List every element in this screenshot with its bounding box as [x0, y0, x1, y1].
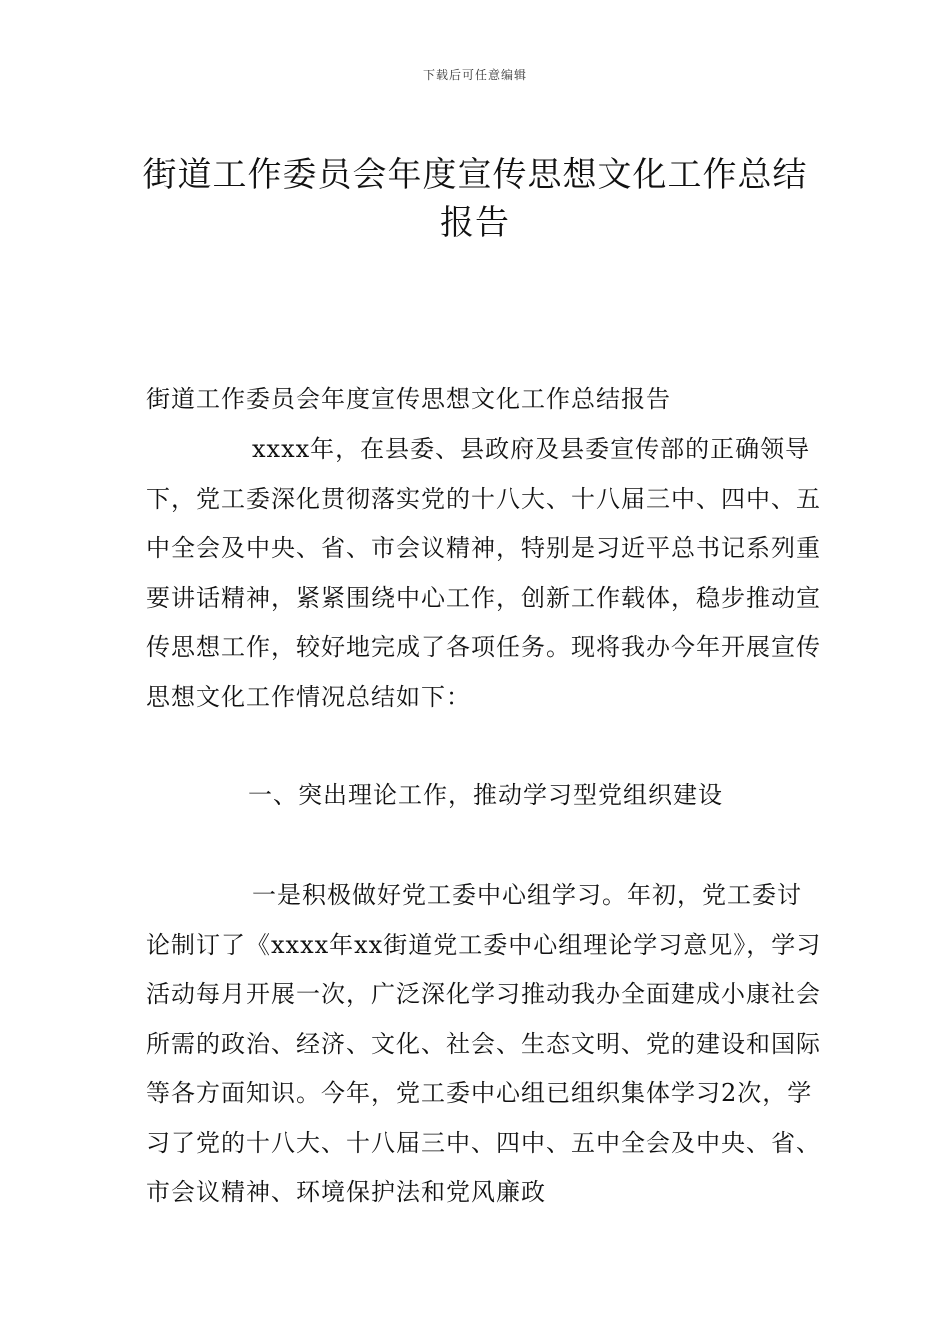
section-one-paragraph: 一是积极做好党工委中心组学习。年初，党工委讨论制订了《xxxx年xx街道党工委中心组理论学习意见》，学习活动每月开展一次，广泛深化学习推动我办全面建成小康社会所需的政治、经济、文化、社会、生态文明、党的建设和国际等各方面知识。今年，党工委中心组已组织集体学习2次，学习了党的十八大、十八届三中、四中、五中全会及中央、省、市会议精神、环境保护法和党风廉政	[146, 881, 822, 1206]
section-heading-one: 一、突出理论工作，推动学习型党组织建设	[248, 781, 723, 809]
intro-paragraph: xxxx年，在县委、县政府及县委宣传部的正确领导下，党工委深化贯彻落实党的十八大、十八届三中、四中、五中全会及中央、省、市会议精神，特别是习近平总书记系列重要讲话精神，紧紧围绕中心工作，创新工作载体，稳步推动宣传思想工作，较好地完成了各项任务。现将我办今年开展宣传思想文化工作情况总结如下：	[146, 435, 821, 711]
document-subtitle: 街道工作委员会年度宣传思想文化工作总结报告	[146, 385, 671, 413]
document-title: 街道工作委员会年度宣传思想文化工作总结报告	[142, 154, 808, 243]
header-note: 下载后可任意编辑	[422, 68, 527, 82]
